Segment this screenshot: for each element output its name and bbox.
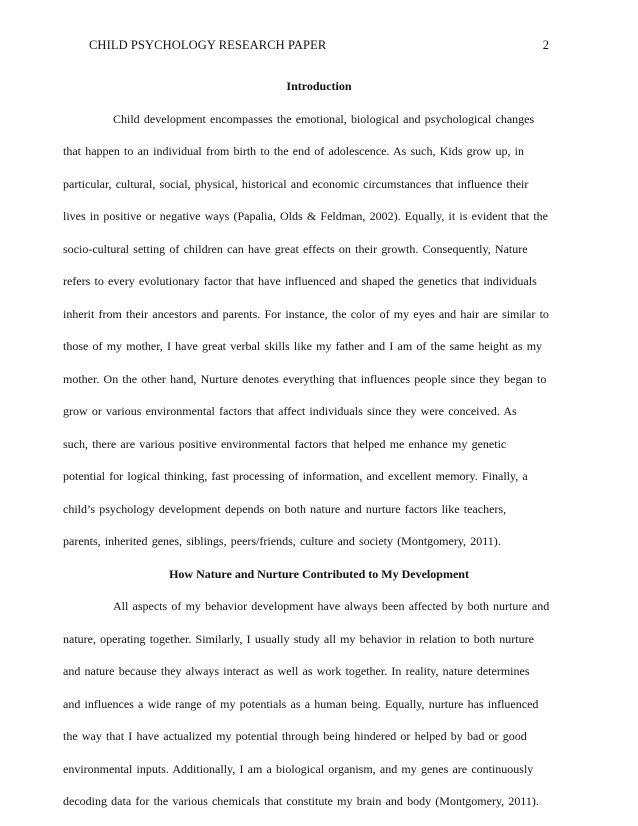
- paragraph-line: Child development encompasses the emotional, biological and psychological changes: [113, 111, 535, 126]
- paragraph-line: parents, inherited genes, siblings, peers/friends, culture and society (Montgomery, 2011).: [63, 534, 501, 548]
- paragraph-line: mother. On the other hand, Nurture denotes everything that influences people since they began to: [63, 371, 547, 386]
- page-number: 2: [542, 38, 549, 52]
- paragraph-line: that happen to an individual from birth to the end of adolescence. As such, Kids grow up, in: [63, 144, 524, 158]
- paragraph-line: decoding data for the various chemicals that constitute my brain and body (Montgomery, 2011).: [63, 794, 539, 808]
- paragraph-line: lives in positive or negative ways (Papalia, Olds & Feldman, 2002). Equally, it is evident that the: [63, 209, 549, 223]
- body-text: [63, 70, 575, 818]
- paragraph-line: socio-cultural setting of children can have great effects on their growth. Consequently, Nature: [63, 241, 528, 256]
- paragraph-line: grow or various environmental factors that affect individuals since they were conceived. As: [63, 404, 517, 418]
- paragraph-line: nature, operating together. Similarly, I usually study all my behavior in relation to both nurture: [63, 631, 534, 646]
- section-heading-nature-nurture: How Nature and Nurture Contributed to My Development: [169, 566, 469, 581]
- paragraph-line: inherit from their ancestors and parents. For instance, the color of my eyes and hair are similar to: [63, 306, 549, 321]
- section-heading-introduction: Introduction: [286, 79, 352, 93]
- paragraph-line: All aspects of my behavior development have always been affected by both nurture and: [113, 599, 550, 613]
- paragraph-line: and nature because they always interact as well as work together. In reality, nature determines: [63, 664, 530, 678]
- paragraph-line: such, there are various positive environmental factors that helped me enhance my genetic: [63, 436, 507, 451]
- paragraph-line: child’s psychology development depends on both nature and nurture factors like teachers,: [63, 501, 507, 516]
- paragraph-line: potential for logical thinking, fast processing of information, and excellent memory. Finally, a: [63, 469, 528, 483]
- running-head: CHILD PSYCHOLOGY RESEARCH PAPER: [89, 38, 327, 52]
- paragraph-line: particular, cultural, social, physical, historical and economic circumstances that influence their: [63, 176, 529, 191]
- paragraph-line: refers to every evolutionary factor that have influenced and shaped the genetics that individuals: [63, 274, 537, 288]
- paragraph-line: the way that I have actualized my potential through being hindered or helped by bad or good: [63, 729, 527, 743]
- paragraph-line: and influences a wide range of my potentials as a human being. Equally, nurture has influenced: [63, 696, 539, 711]
- paragraph-line: environmental inputs. Additionally, I am a biological organism, and my genes are continuously: [63, 761, 534, 776]
- paragraph-line: those of my mother, I have great verbal skills like my father and I am of the same height as my: [63, 339, 543, 353]
